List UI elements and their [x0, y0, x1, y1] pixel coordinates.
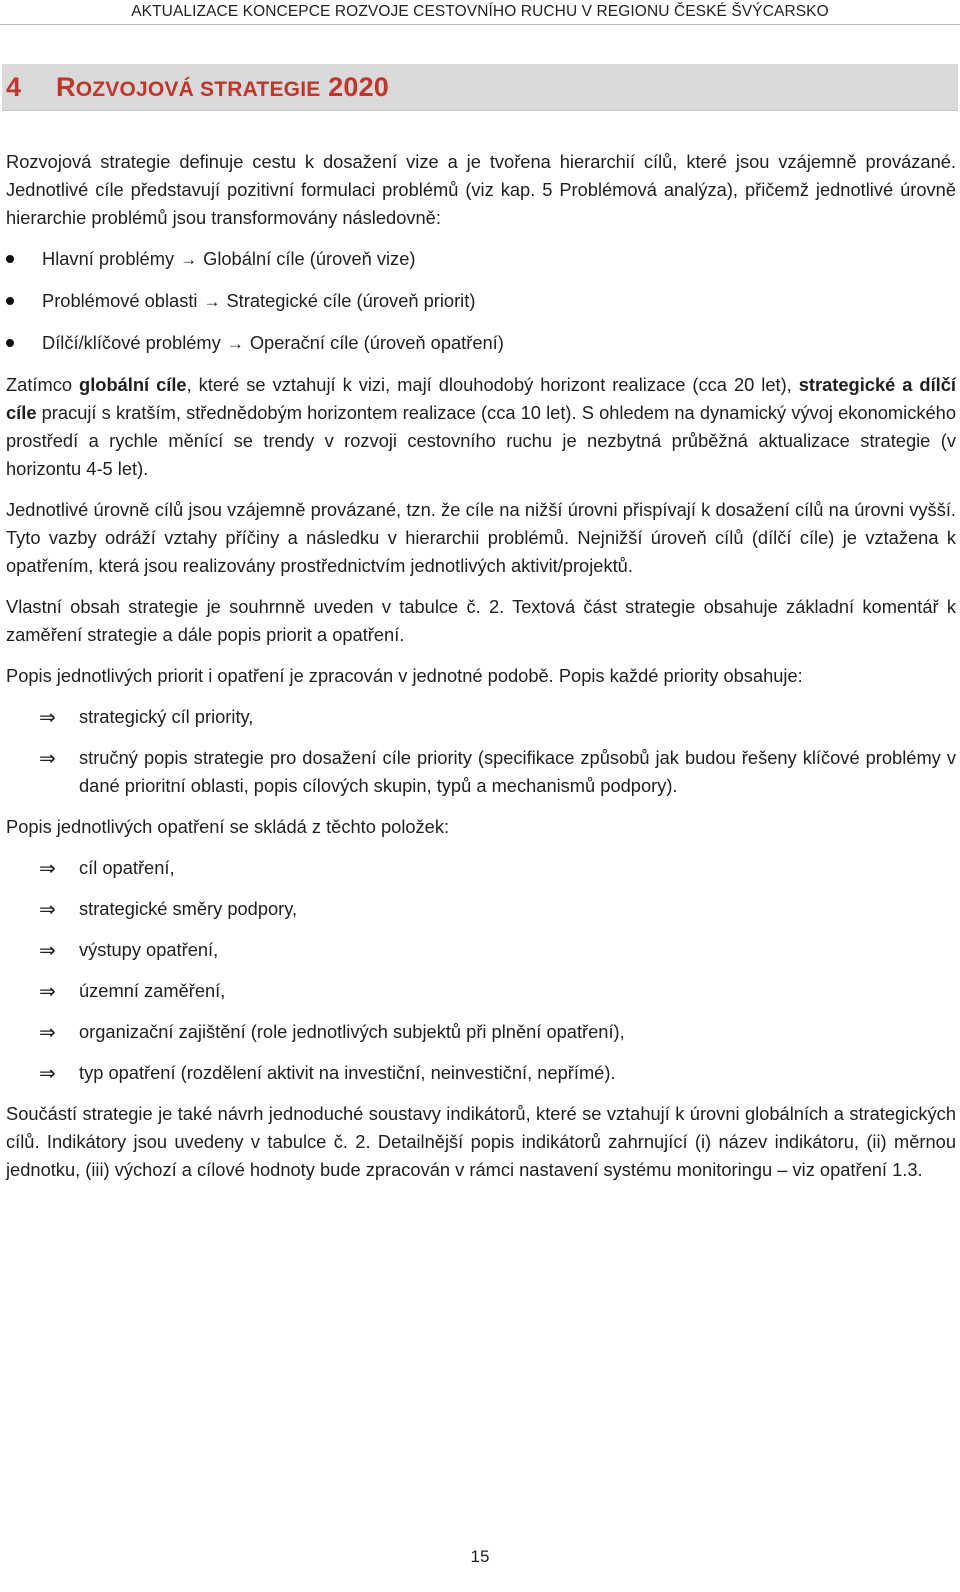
measures-description-paragraph: Popis jednotlivých opatření se skládá z těchto položek: — [6, 816, 450, 837]
list-item-text: typ opatření (rozdělení aktivit na investiční, neinvestiční, nepřímé). — [79, 1062, 616, 1083]
text-run: pracují s kratším, střednědobým horizontem realizace (cca 10 let). S ohledem na dynamický vývoj ekonomického prostředí a rychle měnící se trendy v rozvoji cestovního ruchu je nezbytná průběžná aktualizace strategie (v horizontu 4-5 let). — [6, 402, 956, 479]
list-item — [6, 1018, 956, 1046]
measure-items-list — [6, 854, 956, 1087]
list-item-text: stručný popis strategie pro dosažení cíle priority (specifikace způsobů jak budou řešeny klíčové problémy v dané prioritní oblasti, popis cílových skupin, typů a mechanismů podpory). — [79, 747, 956, 796]
priority-contents-list — [6, 703, 956, 800]
implies-arrow-icon: ⇒ — [39, 1061, 56, 1085]
hierarchy-to: Operační cíle (úroveň opatření) — [249, 332, 504, 353]
chapter-title-initial: R — [56, 72, 76, 102]
implies-arrow-icon: ⇒ — [39, 1020, 56, 1044]
list-item — [6, 744, 956, 800]
running-header: AKTUALIZACE KONCEPCE ROZVOJE CESTOVNÍHO RUCHU V REGIONU ČESKÉ ŠVÝCARSKO — [131, 3, 829, 20]
goal-levels-paragraph: Jednotlivé úrovně cílů jsou vzájemně provázané, tzn. že cíle na nižší úrovni přispívají k dosažení cílů na úrovni vyšší. Tyto vazby odráží vztahy příčiny a následku v hierarchii problémů. Nejnižší úroveň cílů (dílčí cíle) je vztažena k opatřením, která jsou realizovány prostřednictvím jednotlivých aktivit/projektů. — [6, 499, 956, 576]
list-item-text: organizační zajištění (role jednotlivých subjektů při plnění opatření), — [79, 1021, 625, 1042]
bold-term-global-goals: globální cíle — [79, 374, 187, 395]
right-arrow-icon: → — [180, 250, 198, 269]
goals-horizon-paragraph — [6, 371, 956, 483]
list-item — [6, 703, 956, 731]
bullet-icon — [6, 297, 14, 305]
implies-arrow-icon: ⇒ — [39, 705, 56, 729]
header-divider — [0, 24, 960, 25]
chapter-body — [6, 148, 956, 1197]
list-item-text: cíl opatření, — [79, 857, 175, 878]
chapter-title — [56, 72, 389, 105]
list-item — [6, 936, 956, 964]
list-item-text: územní zaměření, — [79, 980, 226, 1001]
chapter-heading — [2, 64, 958, 111]
strategy-content-paragraph: Vlastní obsah strategie je souhrnně uveden v tabulce č. 2. Textová část strategie obsahuje základní komentář k zaměření strategie a dále popis priorit a opatření. — [6, 596, 956, 645]
list-item-text: výstupy opatření, — [79, 939, 219, 960]
hierarchy-item — [6, 329, 956, 358]
right-arrow-icon: → — [226, 334, 244, 353]
chapter-title-rest: OZVOJOVÁ STRATEGIE — [75, 78, 321, 101]
implies-arrow-icon: ⇒ — [39, 746, 56, 770]
chapter-title-year: 2020 — [328, 72, 390, 102]
hierarchy-to: Strategické cíle (úroveň priorit) — [226, 290, 476, 311]
list-item-text: strategické směry podpory, — [79, 898, 298, 919]
hierarchy-from: Dílčí/klíčové problémy — [42, 332, 221, 353]
intro-paragraph: Rozvojová strategie definuje cestu k dosažení vize a je tvořena hierarchií cílů, které jsou vzájemně provázané. Jednotlivé cíle představují pozitivní formulaci problémů (viz kap. 5 Problémová analýza), přičemž jednotlivé úrovně hierarchie problémů jsou transformovány následovně: — [6, 151, 956, 228]
bold-term-strategic-goals: strategické a dílčí cíle — [6, 374, 957, 423]
text-run: , které se vztahují k vizi, mají dlouhodobý horizont realizace (cca 20 let), — [186, 374, 799, 395]
text-run: Zatímco — [6, 374, 80, 395]
right-arrow-icon: → — [203, 292, 221, 311]
bullet-icon — [6, 255, 14, 263]
list-item — [6, 854, 956, 882]
hierarchy-to: Globální cíle (úroveň vize) — [203, 248, 416, 269]
hierarchy-from: Hlavní problémy — [42, 248, 175, 269]
list-item — [6, 895, 956, 923]
implies-arrow-icon: ⇒ — [39, 856, 56, 880]
list-item — [6, 1059, 956, 1087]
list-item — [6, 977, 956, 1005]
implies-arrow-icon: ⇒ — [39, 938, 56, 962]
hierarchy-item — [6, 287, 956, 316]
indicators-paragraph: Součástí strategie je také návrh jednoduché soustavy indikátorů, které se vztahují k úrovni globálních a strategických cílů. Indikátory jsou uvedeny v tabulce č. 2. Detailnější popis indikátorů zahrnující (i) název indikátoru, (ii) měrnou jednotku, (iii) výchozí a cílové hodnoty bude zpracován v rámci nastavení systému monitoringu – viz opatření 1.3. — [6, 1103, 956, 1180]
list-item-text: strategický cíl priority, — [79, 706, 254, 727]
chapter-number: 4 — [6, 72, 22, 102]
bullet-icon — [6, 339, 14, 347]
hierarchy-item — [6, 245, 956, 274]
hierarchy-list — [6, 245, 956, 358]
hierarchy-from: Problémové oblasti — [42, 290, 198, 311]
implies-arrow-icon: ⇒ — [39, 979, 56, 1003]
priorities-description-paragraph: Popis jednotlivých priorit i opatření je zpracován v jednotné podobě. Popis každé priority obsahuje: — [6, 665, 803, 686]
implies-arrow-icon: ⇒ — [39, 897, 56, 921]
page-number: 15 — [470, 1547, 490, 1566]
